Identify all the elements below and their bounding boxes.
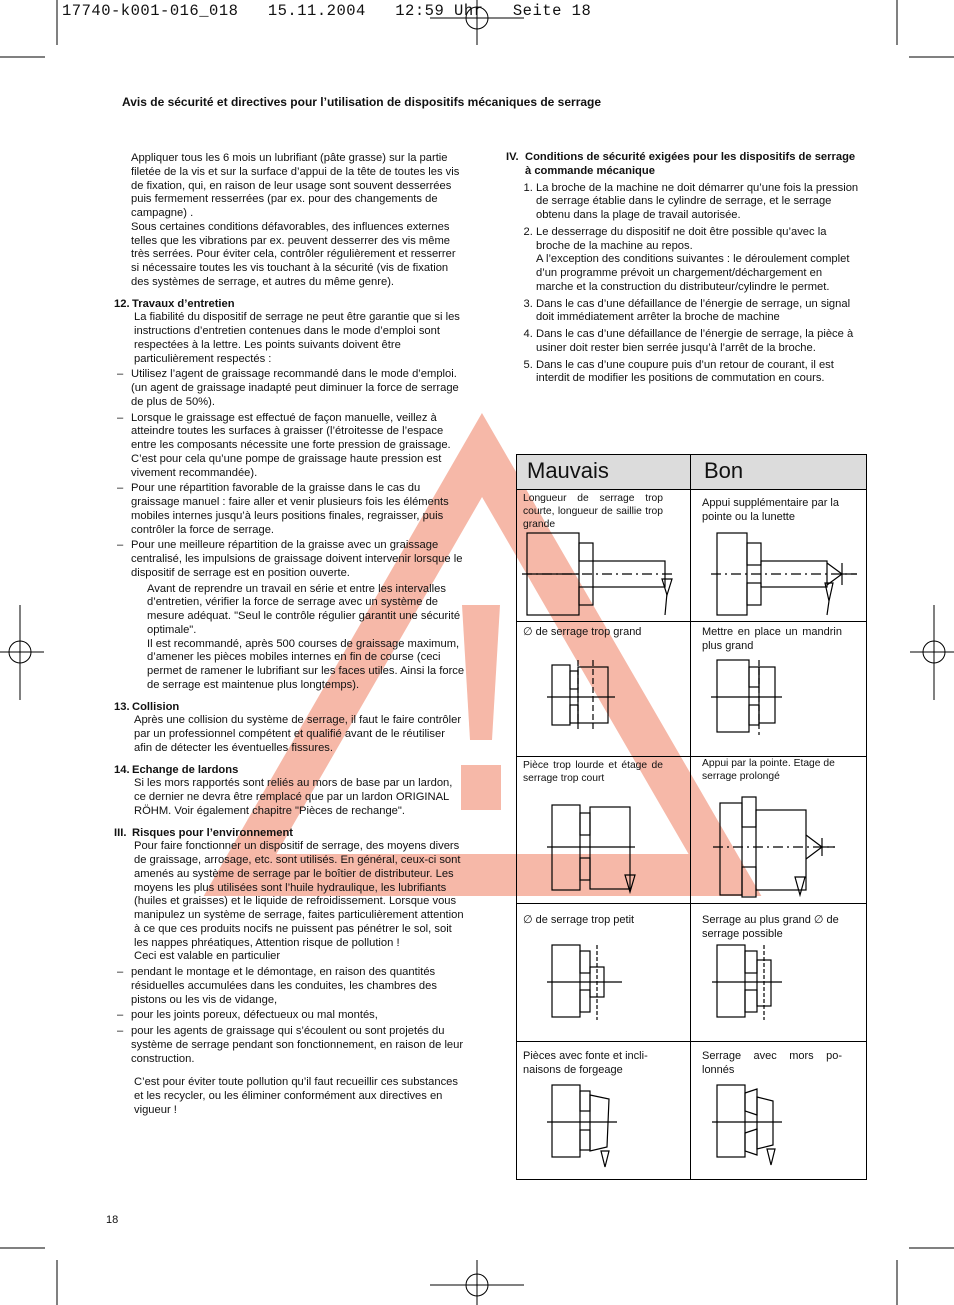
list-item-extra: A l’exception des conditions suivantes : le déroulement complet d’un programme prévoit un chargement/déchargement en marche et la construction du distributeur/cylindre le permet.: [536, 253, 850, 293]
section-14-text: Si les mors rapportés sont reliés au mors de base par un lardon, ce dernier ne devra être remplacé que par un lardon ORIGINAL RÖHM. Voir également chapitre "Pièces de rechange".: [134, 777, 453, 817]
list-item: – Pour une répartition favorable de la graisse dans le cas du graissage manuel : faire aller et venir plusieurs fois les éléments mobiles internes jusqu’à leurs positions finales, regraisser, puis contrôler la force de serrage.: [117, 482, 449, 536]
section-12-text: La fiabilité du dispositif de serrage ne peut être garantie que si les instructions d’entretien contenues dans le mode d’emploi sont respectées à la lettre. Les points suivants doivent être particulièrement respectés :: [134, 311, 460, 365]
table-row-2-good: Mettre en place un mandrin plus grand: [702, 626, 842, 652]
table-row-2-bad: ∅ de serrage trop grand: [523, 626, 642, 638]
section-14-number: 14.: [114, 763, 130, 776]
table-row-3-bad: Pièce trop lourde et étage de serrage trop court: [523, 760, 663, 784]
table-row-4-bad: ∅ de serrage trop petit: [523, 914, 635, 926]
list-item: – pendant le montage et le démontage, en raison des quantités résiduelles accumulées dans les conduites, les chambres des pistons ou les vis de vidange,: [117, 966, 437, 1006]
section-12-number: 12.: [114, 297, 130, 310]
sketch-row4-good: [712, 945, 782, 1020]
sketch-row4-bad: [547, 945, 622, 1020]
sketch-row3-bad: [547, 805, 635, 892]
list-item: 3. Dans le cas d’une défaillance de l’énergie de serrage, un signal doit immédiatement arrêter la broche de machine: [536, 298, 862, 326]
good-column-label: Bon: [704, 458, 744, 483]
section-13: [114, 701, 466, 756]
page-number: 18: [106, 1214, 119, 1226]
left-column: [114, 152, 466, 1118]
comparison-table: [516, 454, 867, 1180]
section-iii-title: Risques pour l’environnement: [132, 826, 294, 839]
sketch-row5-good: [712, 1085, 782, 1165]
list-item: – pour les joints poreux, défectueux ou mal montés,: [117, 1009, 378, 1022]
table-row-1-bad: Longueur de serrage trop courte, longueur de saillie trop grande: [523, 493, 663, 530]
list-item: 1. La broche de la machine ne doit démarrer qu’une fois la pression de serrage établie dans le cylindre de serrage, et le serrage obtenu dans la plage de travail autorisée.: [536, 182, 862, 223]
list-item: – pour les agents de graissage qui s’écoulent ou sont projetés du système de serrage pendant son fonctionnement, en raison de leur construction.: [117, 1025, 464, 1065]
list-item: 2. Le desserrage du dispositif ne doit être possible qu’avec la broche de la machine au repos. A l’exception des conditions suivantes : le déroulement complet d’un programme prévoit un chargement/déchargement en marche et la construction du distributeur/cylindre le permet.: [536, 226, 862, 295]
list-item: 5. Dans le cas d’une coupure puis d’un retour de courant, il est interdit de modifier les positions de commutation en cours.: [536, 359, 862, 387]
table-row-3-good: Appui par la pointe. Etage de serrage prolongé: [702, 758, 835, 782]
section-13-number: 13.: [114, 700, 130, 713]
sketch-row1-good: [711, 533, 857, 615]
section-12: [114, 298, 466, 693]
list-item: – Utilisez l’agent de graissage recommandé dans le mode d’emploi. (un agent de graissage inadapté peut diminuer la force de serrage de plus de 50%).: [117, 368, 459, 408]
section-14-title: Echange de lardons: [132, 763, 239, 776]
section-iv-number: IV.: [506, 151, 519, 163]
section-13-title: Collision: [132, 700, 180, 713]
list-item: 4. Dans le cas d’une défaillance de l’énergie de serrage, la pièce à usiner doit rester bien serrée jusqu’à l’arrêt de la broche.: [536, 328, 862, 356]
section-12-after-1: Avant de reprendre un travail en série et entre les intervalles d’entretien, vérifier la force de serrage avec un système de mesure adéquat. "Seul le contrôle régulier garantit une sécurité optimale".: [147, 582, 461, 636]
intro-paragraph-1: Appliquer tous les 6 mois un lubrifiant (pâte grasse) sur la partie filetée de la vis et sur la surface d’appui de la tête de toutes les vis de fixation, qui, en raison de leur usage sont souvent desserrées puis fermement resserrées (par ex. pour des changements de campagne) .: [131, 152, 460, 219]
chuck-sketches: [517, 455, 868, 1181]
section-iv: [506, 151, 862, 389]
sketch-row1-bad: [522, 533, 672, 615]
section-iv-list: [506, 182, 862, 387]
sketch-row5-bad: [547, 1085, 617, 1167]
section-iii-text: Pour faire fonctionner un dispositif de serrage, des moyens divers de graissage, arrosage, etc. sont utilisés. En général, ceux-ci sont amenés au système de serrage par le boîtier de distributeur. Les moyens les plus utilisées sont l’huile hydraulique, les lubrifiants (huiles et graisses) et le liquide de refroidissement. Lorsque vous manipulez un système de serrage, faites particulièrement attention à ce que ces produits nocifs ne puissent pas pénétrer le sol, soit les nappes phréatiques, Attention risque de pollution !: [134, 840, 464, 949]
section-14: [114, 764, 466, 819]
section-12-title: Travaux d’entretien: [132, 297, 235, 310]
table-row-4-good: Serrage au plus grand ∅ de serrage possible: [702, 914, 839, 940]
section-iv-title: Conditions de sécurité exigées pour les dispositifs de serrage à commande mécanique: [525, 151, 856, 177]
section-iii-text-2: Ceci est valable en particulier: [134, 950, 281, 963]
section-12-after-2: Il est recommandé, après 500 courses de graissage maximum, d’amener les pièces mobiles internes en fin de course (ceci permet de ramener le lubrifiant sur les faces utiles. Ainsi la force de serrage est maintenue plus longtemps).: [147, 637, 465, 691]
bad-column-label: Mauvais: [527, 458, 609, 483]
section-iii-number: III.: [114, 826, 127, 839]
sketch-row2-good: [711, 660, 782, 735]
section-iii: [114, 827, 466, 1118]
print-header: 17740-k001-016_018 15.11.2004 12:59 Uhr Seite 18: [62, 2, 592, 20]
section-iii-closing: C’est pour éviter toute pollution qu’il faut recueillir ces substances et les recycler, ou les éliminer conformément aux directives en vigueur !: [134, 1076, 458, 1116]
sketch-row2-bad: [547, 660, 615, 730]
list-item: – Lorsque le graissage est effectué de façon manuelle, veillez à atteindre toutes les surfaces à graisser (l’étroitesse de l’espace entre les composants nécessite une forte pression de graissage. C’est pour cela qu’une pompe de graissage haute pression est vivement recommandée).: [117, 411, 451, 479]
table-row-5-good: Serrage avec mors polonnés: [702, 1050, 842, 1076]
page-title: Avis de sécurité et directives pour l’utilisation de dispositifs mécaniques de serrage: [122, 95, 602, 109]
section-13-text: Après une collision du système de serrage, il faut le faire contrôler par un professionnel compétent et qualifié avant de le réutiliser afin de détecter les éventuelles fissures.: [134, 714, 462, 754]
sketch-row3-good: [713, 797, 835, 897]
table-row-5-bad: Pièces avec fonte et inclinaisons de forgeage: [523, 1050, 648, 1076]
table-row-1-good: Appui supplémentaire par la pointe ou la lunette: [702, 497, 839, 523]
intro-paragraph-2: Sous certaines conditions défavorables, des influences externes telles que les vibrations par ex. peuvent desserrer des vis même très serrées. Pour éviter cela, contrôler régulièrement et resserrer si nécessaire toutes les vis touchant à la sécurité (vis de fixation des systèmes de serrage, et autres du même genre).: [131, 220, 456, 288]
list-item: – Pour une meilleure répartition de la graisse avec un graissage centralisé, les impulsions de graissage doivent intervenir lorsque le dispositif de serrage est en position ouverte.: [117, 539, 463, 579]
